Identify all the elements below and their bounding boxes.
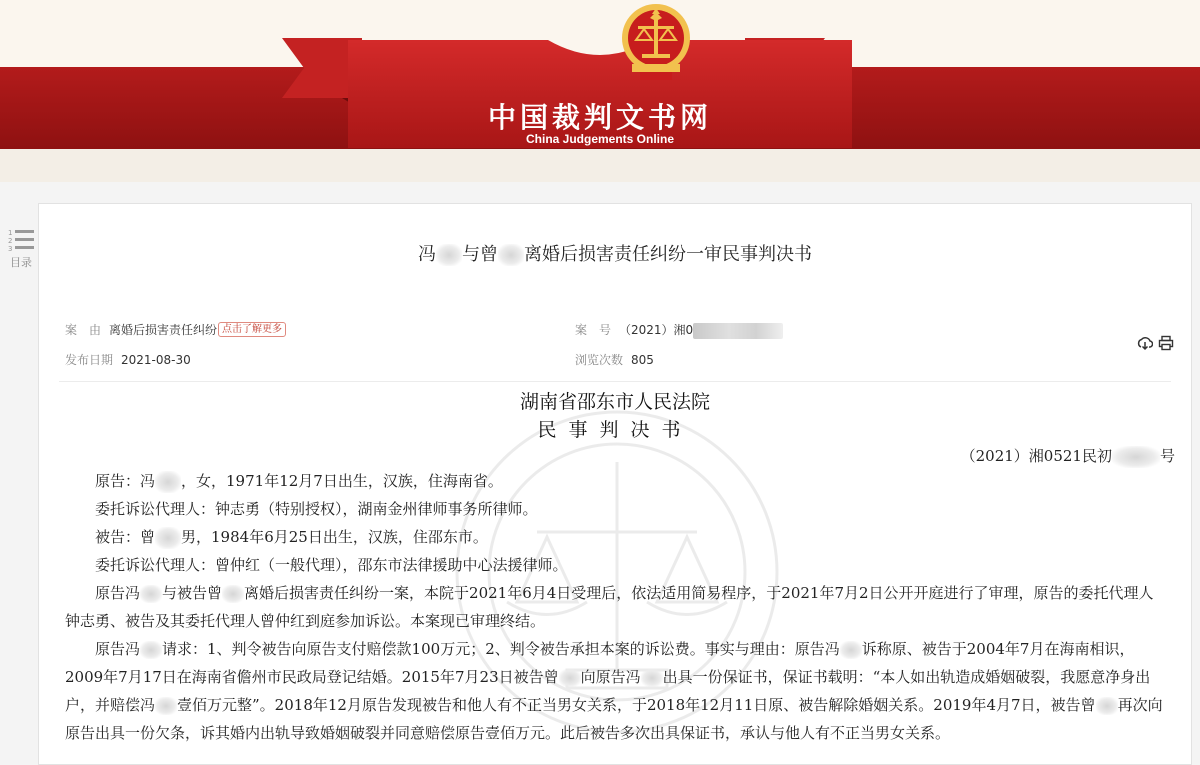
document-title: 冯 与曾 离婚后损害责任纠纷一审民事判决书 <box>418 244 812 265</box>
claims-paragraph: 原告冯 请求：1、判令被告向原告支付赔偿款100万元；2、判令被告承担本案的诉讼费。事实与理由：原告冯 诉称原、被告于2004年7月在海南相识，2009年7月17日在海南省儋州市民政局登记结婚。2015年7月23日被告曾 向原告冯 出具一份保证书，保证书载明：“本人如出轨造成婚姻破裂，我愿意净身出户，并赔偿冯 壹佰万元整”。2018年12月原告发现被告和他人有不正当男女关系，于2018年12月11日原、被告解除婚姻关系。2019年4月7日，被告曾 再次向原告出具一份欠条，诉其婚内出轨导致婚姻破裂并同意赔偿原告壹佰万元。此后被告多次出具保证书，承认与他人有不正当男女关系。 <box>65 640 1163 742</box>
redaction <box>559 669 581 687</box>
redaction <box>155 471 181 493</box>
meta-cause-value: 离婚后损害责任纠纷 <box>109 323 218 337</box>
redaction <box>436 244 462 266</box>
redaction <box>140 585 162 603</box>
toc-toggle[interactable] <box>4 228 38 270</box>
toc-label: 目录 <box>10 256 32 269</box>
header-bottom-band <box>0 149 1200 182</box>
meta-date-key: 发布日期 <box>65 353 114 367</box>
meta-publish-date <box>65 351 191 368</box>
site-title: 中国裁判文书网 <box>487 101 712 134</box>
learn-more-link[interactable]: 点击了解更多 <box>218 322 286 337</box>
redaction <box>693 323 783 339</box>
redaction <box>155 697 177 715</box>
list-icon <box>8 228 34 252</box>
svg-text:2: 2 <box>8 237 13 245</box>
plaintiff-line: 原告：冯 ，女，1971年12月7日出生，汉族，住海南省。 <box>65 467 1167 495</box>
document-card <box>38 203 1192 765</box>
divider <box>59 381 1171 382</box>
redaction <box>140 641 162 659</box>
meta-case-no-value: （2021）湘0 <box>619 323 694 337</box>
redaction <box>222 585 244 603</box>
meta-cause-key: 案 由 <box>65 323 102 337</box>
site-header <box>0 0 1200 182</box>
meta-views-key: 浏览次数 <box>575 353 624 367</box>
defendant-line: 被告：曾 男，1984年6月25日出生，汉族，住邵东市。 <box>65 523 1167 551</box>
svg-text:1: 1 <box>8 229 13 237</box>
meta-views-value: 805 <box>631 353 654 367</box>
site-subtitle: China Judgements Online <box>525 132 675 146</box>
defendant-agent-line: 委托诉讼代理人：曾仲红（一般代理），邵东市法律援助中心法援律师。 <box>95 556 568 574</box>
svg-text:3: 3 <box>8 245 13 252</box>
redaction <box>840 641 862 659</box>
document-type: 民事判决书 <box>537 419 693 441</box>
redaction <box>641 669 663 687</box>
print-icon[interactable] <box>1158 335 1174 351</box>
download-icon[interactable] <box>1137 335 1153 351</box>
redaction <box>1096 697 1118 715</box>
document-body <box>65 467 1167 747</box>
court-name: 湖南省邵东市人民法院 <box>519 391 710 413</box>
meta-cause <box>65 321 286 338</box>
plaintiff-agent-line: 委托诉讼代理人：钟志勇（特别授权），湖南金州律师事务所律师。 <box>95 500 538 518</box>
redaction <box>1112 446 1160 468</box>
redaction <box>498 244 524 266</box>
meta-case-number <box>575 321 783 339</box>
meta-date-value: 2021-08-30 <box>121 353 191 367</box>
court-emblem-icon <box>620 0 692 84</box>
meta-views <box>575 351 654 368</box>
meta-case-no-key: 案 号 <box>575 323 612 337</box>
redaction <box>155 527 181 549</box>
case-intro-paragraph: 原告冯 与被告曾 离婚后损害责任纠纷一案，本院于2021年6月4日受理后，依法适用简易程序，于2021年7月2日公开开庭进行了审理，原告的委托代理人钟志勇、被告及其委托代理人曾仲红到庭参加诉讼。本案现已审理终结。 <box>65 584 1154 630</box>
case-number: （2021）湘0521民初 号 <box>961 445 1175 468</box>
